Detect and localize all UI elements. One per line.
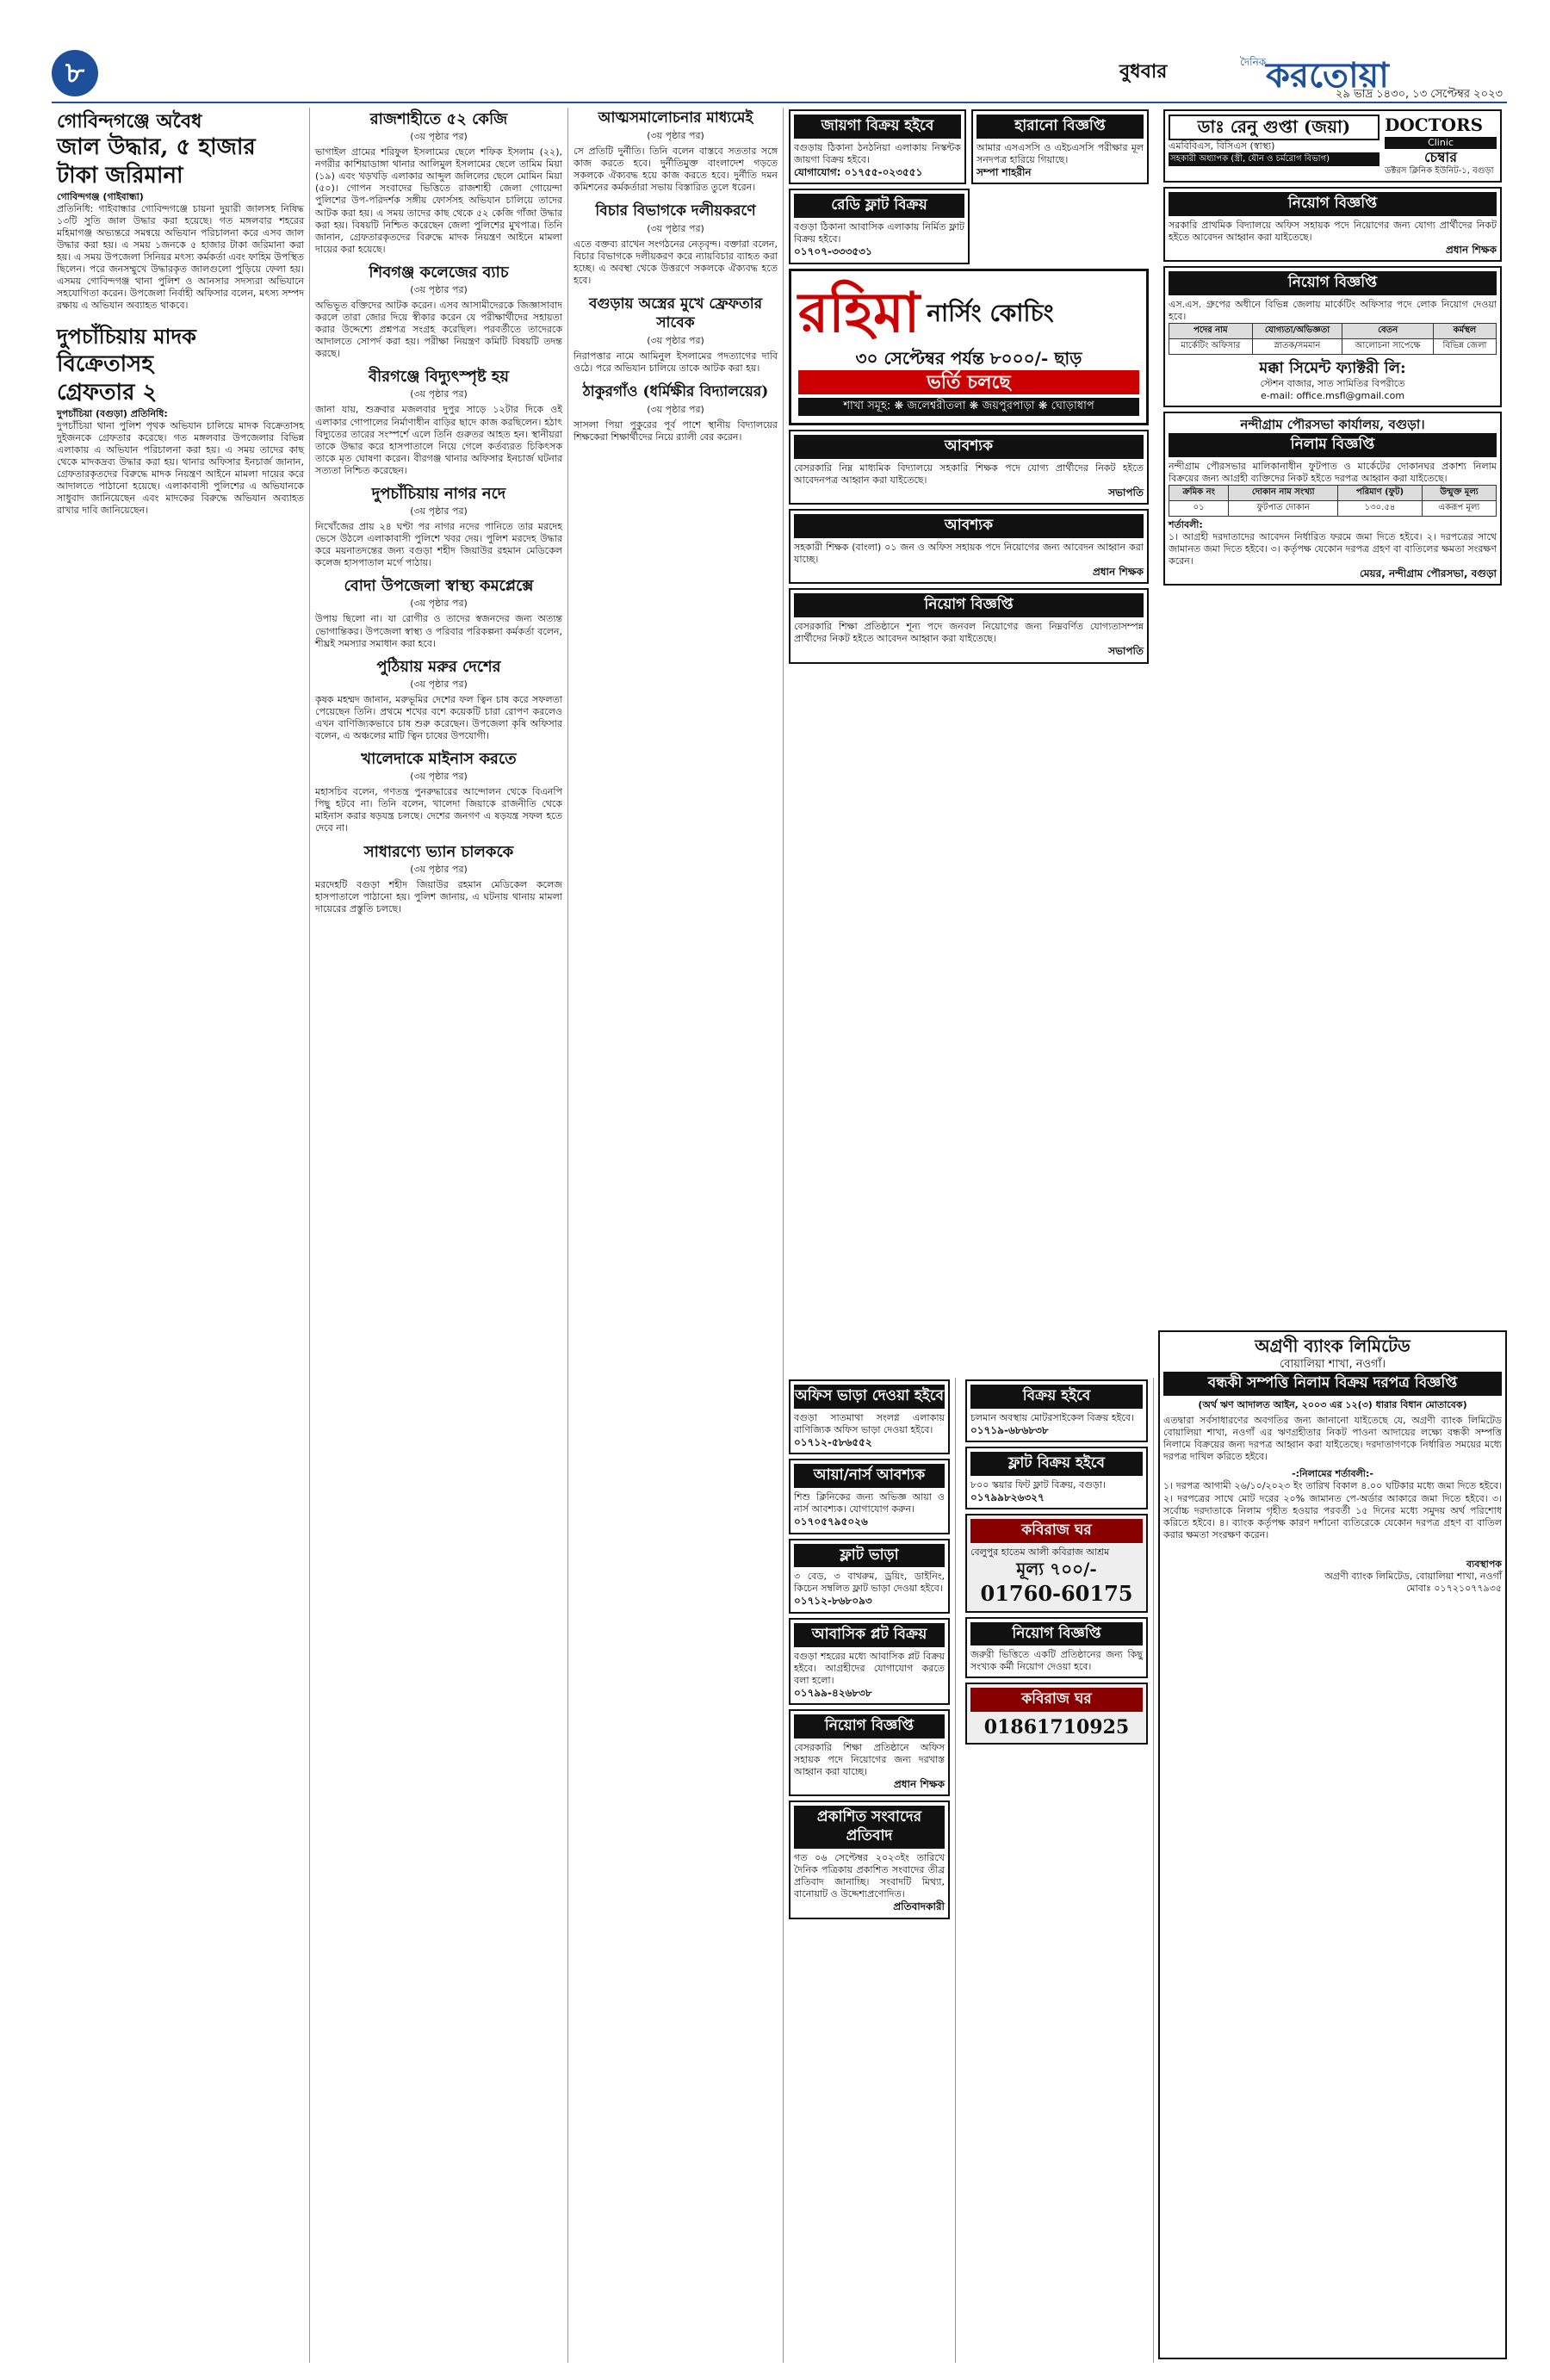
table-row <box>1169 500 1497 516</box>
ad-body: চলমান অবস্থায় মোটরসাইকেল বিক্রয় হইবে। <box>970 1411 1134 1423</box>
terms-body: ১। দরপত্র আগামী ২৬/১০/২০২৩ ইং তারিখ বিকাল ৪.০০ ঘটিকার মধ্যে জমা দিতে হইবে। ২। দরপত্রের সাথে মোট দরের ২০% জামানত পে-অর্ডার আকারে জমা দিতে হইবে। ৩। সর্বোচ্চ দরদাতাকে নিলাম গৃহীত হওয়ার পরবর্তী ১৫ দিনের মধ্যে সমুদয় অর্থ পরিশোধ করিতে হইবে। ৪। ব্যাংক কর্তৃপক্ষ কারণ দর্শানো ব্যতিরেকে যেকোন দরপত্র গ্রহণ বা বাতিল করার ক্ষমতা সংরক্ষণ করেন। <box>1163 1480 1502 1540</box>
ad-title: ফ্লাট ভাড়া <box>794 1544 945 1568</box>
table-header: কর্মস্থল <box>1433 324 1496 339</box>
continued-label: (৩য় পৃষ্ঠার পর) <box>410 863 468 875</box>
rahima-brand: রহিমা <box>798 280 921 345</box>
weekday: বুধবার <box>1119 61 1168 83</box>
ad-body: বগুড়ায় ঠিকানা ঠনঠনিয়া এলাকায় নিস্কন্টক জায়গা বিক্রয় হইবে। <box>794 141 961 165</box>
story-body: এতে বক্তব্য রাখেন সংগঠনের নেতৃবৃন্দ। বক্তারা বলেন, বিচার বিভাগকে দলীয়করণ করে ন্যায়বিচার ব্যাহত করা হচ্ছে। এ অবস্থা থেকে উত্তরণে সকলকে ঐক্যবদ্ধ হতে হবে। <box>574 238 778 287</box>
ad-signature: সম্পা শাহরীন <box>976 165 1032 178</box>
ad-abashyak-2 <box>789 509 1149 584</box>
date-line: ২৯ ভাদ্র ১৪৩০, ১৩ সেপ্টেম্বর ২০২৩ <box>1336 88 1503 101</box>
table-row <box>1169 338 1497 354</box>
ad-phone: ০১৭০৫৭৯৫০২৬ <box>794 1515 868 1528</box>
ad-title: রেডি ফ্লাট বিক্রয় <box>794 194 964 218</box>
story-body: উপায় ছিলো না। যা রোগীর ও তাদের স্বজনদের জন্য অত্যন্ত ভোগান্তিকর। উপজেলা স্বাস্থ্য ও পরিবার পরিকল্পনা কর্মকর্তা বলেন, শীঘ্রই সমস্যার সমাধান করা হবে। <box>315 613 562 649</box>
ad-body: এতদ্বারা সর্বসাধারণের অবগতির জন্য জানানো যাইতেছে যে, অগ্রণী ব্যাংক লিমিটেড বোয়ালিয়া শাখা, নওগাঁ এর ঋণগ্রহীতার নিকট পাওনা আদায়ের লক্ষ্যে বন্ধকী সম্পত্তি নিলামে বিক্রয়ের জন্য দরপত্র আহ্বান করা যাইতেছে। দরদাতাগণকে নির্ধারিত সময়ের মধ্যে দরপত্র দাখিল করিতে হইবে। <box>1163 1415 1502 1463</box>
ad-title: জায়গা বিক্রয় হইবে <box>794 115 961 139</box>
byline: দুপচাঁচিয়া (বগুড়া) প্রতিনিধি: <box>57 407 168 419</box>
table-header: উন্মুক্ত মূল্য <box>1422 485 1496 500</box>
headline: বীরগঞ্জে বিদ্যুৎস্পৃষ্ট হয় <box>369 368 509 387</box>
story-body: দুপচাঁচিয়া থানা পুলিশ পৃথক অভিযান চালিয়ে মাদক বিক্রেতাসহ দুইজনকে গ্রেফতার করেছে। গত মঙ্গলবার উপজেলার বিভিন্ন এলাকায় এ অভিযান পরিচালনা করা হয়। এ সময় তাদের কাছ থেকে মাদকদ্রব্য উদ্ধার করা হয়। থানার অফিসার ইনচার্জ জানান, গ্রেফতারকৃতদের বিরুদ্ধে মাদক নিয়ন্ত্রণ আইনে মামলা দায়ের করে আদালতে পাঠানো হয়েছে। এলাকাবাসী পুলিশের এ অভিযানকে সাধুবাদ জানিয়েছেন এবং মাদকের বিরুদ্ধে অভিযান অব্যাহত রাখার দাবি জানিয়েছেন। <box>57 419 304 517</box>
ad-agrani-bank <box>1158 1330 1507 2359</box>
table-header: দোকান নাম সংখ্যা <box>1229 485 1338 500</box>
table-cell: স্নাতক/সমমান <box>1252 338 1342 354</box>
ad-body: গত ০৬ সেপ্টেম্বর ২০২৩ইং তারিখে দৈনিক পত্রিকায় প্রকাশিত সংবাদের তীব্র প্রতিবাদ জানাচ্ছি। সংবাদটি মিথ্যা, বানোয়াট ও উদ্দেশ্যপ্রণোদিত। <box>794 1851 945 1900</box>
story-gobindaganj <box>57 109 304 312</box>
continued-label: (৩য় পৃষ্ঠার পর) <box>647 334 704 346</box>
column-3 <box>568 108 784 2363</box>
ad-title: বিক্রয় হইবে <box>970 1385 1143 1409</box>
table-cell: আলোচনা সাপেক্ষে <box>1342 338 1434 354</box>
ad-title: প্রকাশিত সংবাদের প্রতিবাদ <box>794 1806 945 1849</box>
headline: গ্রেফতার ২ <box>57 380 158 406</box>
ad-nilam-pourashava <box>1163 412 1502 586</box>
ad-body: বেসরকারি শিক্ষা প্রতিষ্ঠানে শূন্য পদে জনবল নিয়োগের জন্য নিম্নবর্ণিত যোগ্যতাসম্পন্ন প্রার্থীদের নিকট হইতে আবেদন আহ্বান করা যাইতেছে। <box>794 621 1144 645</box>
ad-title: অফিস ভাড়া দেওয়া হইবে <box>794 1385 945 1409</box>
ad-body: সহকারী শিক্ষক (বাংলা) ০১ জন ও অফিস সহায়ক পদে নিয়োগের জন্য আবেদন আহ্বান করা যাচ্ছে। <box>794 541 1144 565</box>
nilam-table <box>1169 485 1497 517</box>
ad-signature: প্রধান শিক্ষক <box>893 1778 945 1791</box>
ad-body: এস.এস. গ্রুপের অধীনে বিভিন্ন জেলায় মার্কেটিং অফিসার পদে লোক নিয়োগ দেওয়া হবে। <box>1169 298 1497 323</box>
continued-label: (৩য় পৃষ্ঠার পর) <box>410 598 468 610</box>
ad-signature: সভাপতি <box>1108 486 1144 499</box>
chamber-address: ডক্টরস ক্লিনিক ইউনিট-১, বগুড়া <box>1385 166 1494 177</box>
doctor-name: ডাঃ রেনু গুপ্তা (জয়া) <box>1169 115 1380 140</box>
story-body: নিখোঁজের প্রায় ২৪ ঘণ্টা পর নাগর নদের পানিতে তার মরদেহ ভেসে উঠলে এলাকাবাসী পুলিশে খবর দেয়। পুলিশ মরদেহ উদ্ধার করে ময়নাতদন্তের জন্য বগুড়া শহীদ জিয়াউর রহমান মেডিকেল কলেজ হাসপাতাল মর্গে পাঠায়। <box>315 521 562 569</box>
ad-body: বগুড়া সাতমাথা সংলগ্ন এলাকায় বাণিজ্যিক অফিস ভাড়া দেওয়া হইবে। <box>794 1411 945 1435</box>
headline: আত্মসমালোচনার মাধ্যমেই <box>598 109 753 127</box>
ad-phone: ০১৭১২-৫৮৬৫৫২ <box>794 1435 872 1448</box>
headline: টাকা জরিমানা <box>57 163 183 189</box>
ad-phone: ০১৭০৭-৩৩৩৫৩১ <box>794 245 872 258</box>
ad-body: শিশু ক্লিনিকের জন্য অভিজ্ঞ আয়া ও নার্স আবশ্যক। যোগাযোগ করুন। <box>794 1491 945 1515</box>
headline: বোদা উপজেলা স্বাস্থ্য কমপ্লেক্সে <box>344 577 534 596</box>
table-header: ক্রমিক নং <box>1169 485 1229 500</box>
niyog-table <box>1169 323 1497 355</box>
story-body: অভিভূত বক্তিদের আটক করেন। এসব আসামীদেরকে জিজ্ঞাসাবাদ করলে তারা জোর দিয়ে স্বীকার করেন যে পরীক্ষার্থীদের সহায়তা করার উদ্দেশ্যে প্রশ্নপত্র সংগ্রহ করেছিল। পরবর্তীতে তাদেরকে আদালতে সোপর্দ করা হয়। পরীক্ষা নিয়ন্ত্রণ কমিটি বিষয়টি তদন্ত করছে। <box>315 299 562 360</box>
factory-address: স্টেশন বাজার, সাত সামিতির বিপরীতে <box>1260 377 1405 389</box>
ad-signature: প্রধান শিক্ষক <box>1092 565 1144 578</box>
ad-signature: প্রতিবাদকারী <box>893 1900 945 1913</box>
ad-phone: যোগাযোগ: ০১৭৫৫-০২৩৫৫১ <box>794 165 923 178</box>
story-body: মরদেহটি বগুড়া শহীদ জিয়াউর রহমান মেডিকেল কলেজ হাসপাতালে পাঠানো হয়। পুলিশ জানায়, এ ঘটনায় থানায় মামলা দায়েরের প্রস্তুতি চলছে। <box>315 878 562 914</box>
ad-title: আয়া/নার্স আবশ্যক <box>794 1464 945 1488</box>
column-2 <box>310 108 568 2363</box>
ad-sale <box>965 1379 1148 1442</box>
bank-phone: মোবাঃ ০১৭২১০৭৭৯৩৫ <box>1405 1582 1502 1594</box>
ad-title: নিয়োগ বিজ্ঞপ্তি <box>794 1714 945 1739</box>
bank-branch: বোয়ালিয়া শাখা, নওগাঁ। <box>1280 1357 1386 1371</box>
ad-niyog-4 <box>1163 187 1502 262</box>
ad-body: নন্দীগ্রাম পৌরসভার মালিকানাধীন ফুটপাত ও মার্কেটের দোকানঘর প্রকাশ্য নিলাম বিক্রয়ের জন্য আগ্রহী ব্যক্তিদের নিকট হইতে দরপত্র আহ্বান করা যাইতেছে। <box>1169 460 1497 484</box>
ad-title: ফ্লাট বিক্রয় হইবে <box>970 1452 1143 1476</box>
table-header: পদের নাম <box>1169 324 1253 339</box>
rahima-cta: ভর্তি চলছে <box>798 370 1139 394</box>
factory-email: e-mail: office.msfl@gmail.com <box>1260 389 1405 401</box>
ad-body: বগুড়া শহরের মধ্যে আবাসিক প্লট বিক্রয় হইবে। আগ্রহীদের যোগাযোগ করতে বলা হলো। <box>794 1650 945 1686</box>
doctor-degree: এমবিবিএস, বিসিএস (স্বাস্থ্য) <box>1169 139 1275 152</box>
headline: দুপচাঁচিয়ায় মাদক <box>57 324 196 350</box>
headline: বিচার বিভাগকে দলীয়করণে <box>595 202 756 220</box>
headline: খালেদাকে মাইনাস করতে <box>361 750 517 769</box>
story-body: সাসলা পিয়া পুকুরের পূর্ব পাশে স্থানীয় বিদ্যালয়ের শিক্ষকেরা শিক্ষার্থীদের নিয়ে র‌্যালী বের করেন। <box>574 418 778 443</box>
ad-title: আবাসিক প্লট বিক্রয় <box>794 1623 945 1647</box>
ad-flat-sale <box>965 1447 1148 1509</box>
story-body: জানা যায়, শুক্রবার মজলবার দুপুর সাড়ে ১২টার দিকে ওই এলাকার গোপালের নির্মাণাধীন বাড়ির ছাদে কাজ করছিলেন। হঠাৎ বিদ্যুতের তারের সংস্পর্শে এলে তিনি গুরুতর আহত হন। স্থানীয়রা তাকে উদ্ধার করে হাসপাতালে নিয়ে গেলে কর্তব্যরত চিকিৎসক তাকে মৃত ঘোষণা করেন। বীরগঞ্জ থানার অফিসার ইনচার্জ ঘটনার সত্যতা নিশ্চিত করেছেন। <box>315 404 562 476</box>
ad-niyog-3 <box>965 1617 1148 1679</box>
ad-body: ৩ বেড, ৩ বাথরুম, ড্রয়িং, ডাইনিং, কিচেন সম্বলিত ফ্লাট ভাড়া দেওয়া হইবে। <box>794 1571 945 1595</box>
ad-body: ৮০০ স্কয়ার ফিট ফ্লাট বিক্রয়, বগুড়া। <box>970 1478 1106 1491</box>
ad-body: আমার এসএসসি ও এইচএসসি পরীক্ষার মূল সনদপত্র হারিয়ে গিয়াছে। <box>976 141 1144 165</box>
headline: বিক্রেতাসহ <box>57 351 153 378</box>
continued-label: (৩য় পৃষ্ঠার পর) <box>410 771 468 783</box>
doctors-sub: Clinic <box>1385 137 1497 149</box>
ad-body: বগুড়া ঠিকানা আবাসিক এলাকায় নির্মিত ফ্লাট বিক্রয় হইবে। <box>794 221 964 245</box>
story-body: ভাগাইল গ্রামের শরিফুল ইসলামের ছেলে শফিক ইসলাম (২২), নগরীর কাশিয়াডাঙ্গা থানার আলিমুল ইসলামের ছেলে তামিম মিয়া (১৯) এবং খড়খড়ি এলাকার আব্দুল জলিলের ছেলে মোমিন মিয়া (৫০)। গোপন সংবাদের ভিত্তিতে রাজশাহী জেলা গোয়েন্দা পুলিশের উপ-পরিদর্শক সঙ্গীয় ফোর্সসহ অভিযান চালিয়ে তাদের আটক করা হয়। এ সময় তাদের কাছ থেকে ৫২ কেজি গাঁজা উদ্ধার করা হয়। বিষয়টি নিশ্চিত করেছেন জেলা পুলিশের মুখপাত্র। তিনি জানান, গ্রেফতারকৃতদের বিরুদ্ধে মাদক নিয়ন্ত্রণ আইনে মামলা দায়ের করা হয়েছে। <box>315 146 562 255</box>
ad-title: হারানো বিজ্ঞপ্তি <box>976 115 1144 139</box>
continued-label: (৩য় পৃষ্ঠার পর) <box>410 388 468 400</box>
continued-label: (৩য় পৃষ্ঠার পর) <box>647 222 704 234</box>
ad-title: বন্ধকী সম্পত্তি নিলাম বিক্রয় দরপত্র বিজ্ঞপ্তি <box>1163 1372 1502 1396</box>
bank-name: অগ্রণী ব্যাংক লিমিটেড <box>1255 1336 1410 1356</box>
table-header: যোগ্যতা/অভিজ্ঞতা <box>1252 324 1342 339</box>
ad-ready-flat <box>789 189 970 263</box>
story-dupchanchia <box>57 324 304 517</box>
rahima-offer: ৩০ সেপ্টেম্বর পর্যন্ত ৮০০০/- ছাড় <box>855 348 1082 369</box>
byline: গোবিন্দগঞ্জ (গাইবান্ধা) <box>57 190 144 202</box>
ad-title: নিয়োগ বিজ্ঞপ্তি <box>1169 271 1497 295</box>
chamber-label: চেম্বার <box>1424 148 1457 165</box>
continued-label: (৩য় পৃষ্ঠার পর) <box>647 403 704 415</box>
ad-title: আবশ্যক <box>794 435 1144 459</box>
doctors-brand: DOCTORS <box>1385 115 1484 135</box>
ad-doctor <box>1163 109 1502 183</box>
table-cell: বিভিন্ন জেলা <box>1433 338 1496 354</box>
ad-niyog-2 <box>789 1709 950 1796</box>
ad-niyog-5 <box>1163 266 1502 407</box>
ad-kabiraj-2 <box>965 1683 1148 1745</box>
continued-label: (৩য় পৃষ্ঠার পর) <box>410 505 468 517</box>
page-number-logo: ৮ <box>52 50 98 96</box>
headline: সাধারণ্যে ভ্যান চালককে <box>363 842 514 861</box>
ad-land-sale <box>789 109 966 184</box>
column-5 <box>784 1378 956 2363</box>
ad-phone: ০১৭১৯-৬৮৬৮৩৮ <box>970 1423 1049 1436</box>
ad-title: নিয়োগ বিজ্ঞপ্তি <box>1169 192 1497 216</box>
terms-title: শর্তাবলী: <box>1169 518 1203 530</box>
ad-title: নিয়োগ বিজ্ঞপ্তি <box>970 1622 1143 1646</box>
table-cell: ০১ <box>1169 500 1229 516</box>
headline: বগুড়ায় অস্ত্রের মুখে ফ্রেফতার সাবেক <box>588 295 763 332</box>
terms-title: -:নিলামের শর্তাবলী:- <box>1292 1468 1373 1480</box>
ad-phone: ০১৭৯৯৮২৬৩২৭ <box>970 1491 1045 1504</box>
masthead <box>0 0 1550 103</box>
ad-body: বেসরকারি শিক্ষা প্রতিষ্ঠানে অফিস সহায়ক পদে নিয়োগের জন্য দরখাস্ত আহ্বান করা যাচ্ছে। <box>794 1741 945 1778</box>
continued-label: (৩য় পৃষ্ঠার পর) <box>647 129 704 141</box>
ad-title: আবশ্যক <box>794 514 1144 538</box>
ad-signature: প্রধান শিক্ষক <box>1445 243 1497 256</box>
ad-kabiraj <box>965 1514 1148 1612</box>
ad-nurse-wanted <box>789 1459 950 1534</box>
bank-subtitle: (অর্থ ঋণ আদালত আইন, ২০০৩ এর ১২(৩) ধারার বিধান মোতাবেক) <box>1198 1398 1467 1410</box>
headline: রাজশাহীতে ৫২ কেজি <box>369 110 508 128</box>
ad-niyog-1 <box>789 588 1149 663</box>
rahima-branches: শাখা সমূহ: ❋ জলেশ্বরীতলা ❋ জয়পুরপাড়া ❋ ঘোড়াধাপ <box>798 398 1139 416</box>
ad-phone: 01861710925 <box>983 1716 1130 1739</box>
masthead-rule <box>52 102 1507 103</box>
bank-signature: ব্যবস্থাপক <box>1466 1558 1502 1570</box>
ad-body: বেলুপুর হাতেম আলী কবিরাজ আশ্রম <box>970 1546 1110 1559</box>
ad-title: কবিরাজ ঘর <box>970 1688 1143 1712</box>
table-header: পরিমাণ (ফুট) <box>1338 485 1423 500</box>
table-header: বেতন <box>1342 324 1434 339</box>
ad-abashyak-1 <box>789 430 1149 505</box>
ad-price: মূল্য ৭০০/- <box>1016 1559 1097 1580</box>
story-body: নিরাপত্তার নামে আমিনুল ইসলামের পদত্যাগের দাবি ওঠে। পরে অভিযান চালিয়ে তাকে আটক করা হয়। <box>574 350 778 374</box>
story-body: মহাসচিব বলেন, গণতন্ত্র পুনরুদ্ধারের আন্দোলন থেকে বিএনপি পিছু হটবে না। তিনি বলেন, খালেদা জিয়াকে রাজনীতি থেকে মাইনাস করার ষড়যন্ত্র চলছে। দেশের জনগণ এ ষড়যন্ত্র সফল হতে দেবে না। <box>315 786 562 834</box>
continued-label: (৩য় পৃষ্ঠার পর) <box>410 678 468 690</box>
ad-title: কবিরাজ ঘর <box>970 1519 1143 1543</box>
terms-body: ১। আগ্রহী দরদাতাদের আবেদন নির্ধারিত ফরমে জমা দিতে হইবে। ২। দরপত্রের সাথে জামানত জমা দিতে হইবে। ৩। কর্তৃপক্ষ যেকোন দরপত্র গ্রহণ বা বাতিলের ক্ষমতা সংরক্ষণ করেন। <box>1169 530 1497 567</box>
headline: পুঠিয়ায় মরুর দেশের <box>376 657 501 676</box>
column-1 <box>52 108 310 2363</box>
ad-body: জরুরী ভিত্তিতে একটি প্রতিষ্ঠানের জন্য কিছু সংখ্যক কর্মী নিয়োগ দেওয়া হবে। <box>970 1649 1143 1673</box>
ad-body: বেসরকারি নিম্ন মাধ্যমিক বিদ্যালয়ে সহকারি শিক্ষক পদে যোগ্য প্রার্থীদের নিকট হইতে আবেদনপত্র আহ্বান করা যাইতেছে। <box>794 462 1144 486</box>
ad-protest <box>789 1800 950 1918</box>
column-6 <box>960 1378 1154 2363</box>
headline: গোবিন্দগঞ্জে অবৈধ <box>57 110 202 133</box>
table-cell: ১৩০.৫৪ <box>1338 500 1423 516</box>
headline: শিবগঞ্জ কলেজের ব্যাচ <box>369 263 509 282</box>
ad-title: নিয়োগ বিজ্ঞপ্তি <box>794 593 1144 617</box>
story-body: সে প্রতিটি দুর্নীতি। তিনি বলেন বাস্তবে সততার সঙ্গে কাজ করতে হবে। দুর্নীতিমুক্ত বাংলাদেশ গড়তে সকলকে ঐক্যবদ্ধ হয়ে কাজ করতে হবে। দুর্নীতি দমন কমিশনের কর্মকর্তারা সভায় বিস্তারিত তুলে ধরেন। <box>574 145 778 194</box>
pourashava-title: নন্দীগ্রাম পৌরসভা কার্যালয়, বগুড়া। <box>1240 416 1425 432</box>
brand-prefix: দৈনিক <box>1240 56 1267 68</box>
table-cell: ফুটপাত দোকান <box>1229 500 1338 516</box>
headline: দুপচাঁচিয়ায় নাগর নদে <box>371 484 506 503</box>
continued-label: (৩য় পৃষ্ঠার পর) <box>410 283 468 295</box>
continued-label: (৩য় পৃষ্ঠার পর) <box>410 131 468 143</box>
bank-signature-line: অগ্রণী ব্যাংক লিমিটেড, বোয়ালিয়া শাখা, নওগাঁ <box>1324 1570 1502 1582</box>
headline: ঠাকুরগাঁও (ধর্মিক্ষীর বিদ্যালয়ের) <box>582 383 769 401</box>
story-body: প্রতিনিধি: গাইবান্ধার গোবিন্দগঞ্জে চায়না দুয়ারী জালসহ নিষিদ্ধ ১৩টি সুতি জাল উদ্ধার করা হয়েছে। গত মঙ্গলবার শহরের মহিমাগঞ্জ অভ্যন্তরে সমন্বয়ে অভিযান পরিচালনা করে এসব জাল উদ্ধার করা হয়। এ সময় ১জনকে ৫ হাজার টাকা জরিমানা করা হয়। এ সময় উপজেলা সিনিয়র মৎস্য কর্মকর্তা এবং ফাহিম উপস্থিত ছিলেন। পরে জনসম্মুখে উদ্ধারকৃত জালগুলো পুড়িয়ে ফেলা হয়। এসময় গোবিন্দগঞ্জ থানা পুলিশ ও আনসার সদস্যরা অভিযানে সহযোগিতা করেন। উপজেলা নির্বাহী অফিসার বলেন, মৎস্য সম্পদ রক্ষায় এ অভিযান অব্যাহত থাকবে। <box>57 202 304 312</box>
ad-phone: 01760-60175 <box>980 1580 1133 1606</box>
rahima-sub: নার্সিং কোচিং <box>927 298 1054 327</box>
ad-phone: ০১৭৯৯-৪২৬৮৩৮ <box>794 1686 872 1699</box>
factory-name: মক্কা সিমেন্ট ফ্যাক্টরী লি: <box>1259 358 1406 377</box>
ad-signature: মেয়র, নন্দীগ্রাম পৌরসভা, বগুড়া <box>1360 567 1497 580</box>
ad-signature: সভাপতি <box>1108 645 1144 658</box>
ad-plot-sale <box>789 1618 950 1705</box>
story-body: কৃষক মহম্মদ জানান, মরুভূমির দেশের ফল ত্বিন চাষ করে সফলতা পেয়েছেন তিনি। প্রথমে শখের বশে কয়েকটি চারা রোপণ করলেও এখন বাণিজ্যিকভাবে চাষ শুরু করেছেন। উপজেলা কৃষি অফিসার বলেন, এ অঞ্চলের মাটি ত্বিন চাষের উপযোগী। <box>315 693 562 741</box>
table-cell: একরূপ মূল্য <box>1422 500 1496 516</box>
ad-title: নিলাম বিজ্ঞপ্তি <box>1169 433 1497 457</box>
ad-office-rent <box>789 1379 950 1454</box>
ad-body: সরকারি প্রাথমিক বিদ্যালয়ে অফিস সহায়ক পদে নিয়োগের জন্য যোগ্য প্রার্থীদের নিকট হইতে আবেদন আহ্বান করা যাইতেছে। <box>1169 219 1497 243</box>
newspaper-brand: করতোয়া <box>1266 55 1389 96</box>
ad-lost-notice <box>971 109 1149 184</box>
ad-rahima-nursing <box>789 269 1149 425</box>
ad-flat-rent <box>789 1539 950 1614</box>
table-cell: মার্কেটিং অফিসার <box>1169 338 1253 354</box>
doctor-spec: সহকারী অধ্যাপক (স্ত্রী, যৌন ও চর্মরোগ বিভাগ) <box>1169 152 1380 167</box>
ad-phone: ০১৭১২-৮৬৮০৯৩ <box>794 1595 872 1608</box>
headline: জাল উদ্ধার, ৫ হাজার <box>57 134 256 161</box>
